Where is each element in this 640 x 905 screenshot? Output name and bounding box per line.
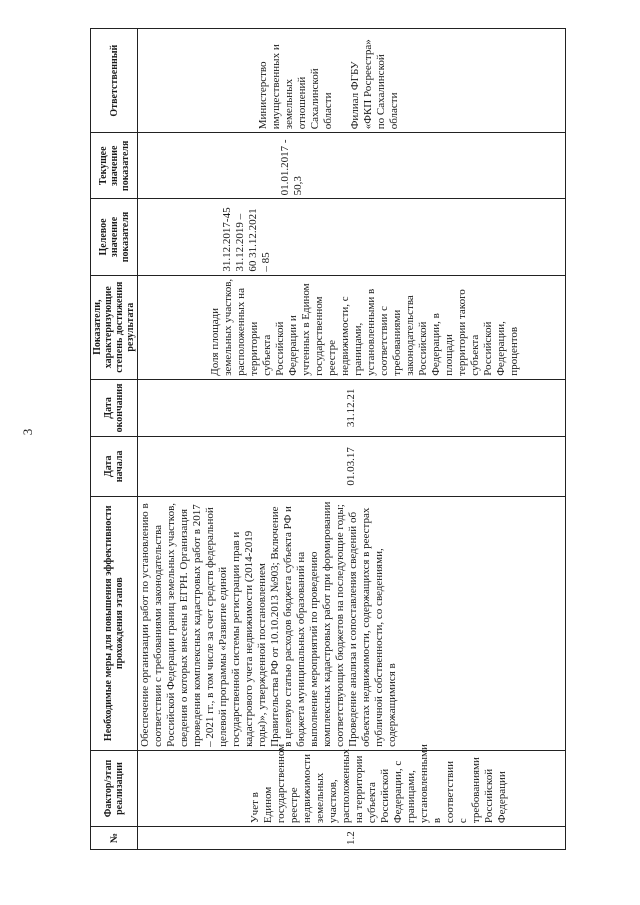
row-factor-cell — [138, 743, 566, 826]
row-factor: Учет в Едином государственном реестре недвижимости земельных участков, расположенных на территории субъекта Российской Федерации, с границами, установленными в соответствии с требованиями Российской Федерации — [249, 743, 508, 824]
row-indicator-cell — [138, 275, 566, 379]
table-row — [138, 29, 566, 850]
table-header-row — [91, 29, 138, 850]
row-num: 1.2 — [138, 827, 566, 850]
row-responsible-ministry: Министерство имущественных и земельных отношений Сахалинской области — [257, 44, 334, 130]
row-responsible-fkp: Филиал ФГБУ «ФКП Росреестра» по Сахалинской области — [349, 39, 400, 130]
header-start: Дата начала — [91, 436, 138, 496]
row-end: 31.12.21 — [138, 379, 566, 436]
measures-table — [90, 28, 566, 850]
header-factor: Фактор/этап реализации — [91, 750, 138, 826]
row-target-cell — [138, 199, 566, 275]
header-responsible: Ответственный — [91, 29, 138, 133]
row-target: 31.12.2017-45 31.12.2019 – 60 31.12.2021 – 85 — [221, 207, 272, 272]
page-number: 3 — [20, 428, 35, 436]
header-current: Текущее значение показателя — [91, 133, 138, 199]
row-current: 01.01.2017 - 50,3 — [279, 139, 304, 196]
row-indicator: Доля площади земельных участков, расположенных на территории субъекта Российской Федерации и учтенных в Едином государственном реестре недвижимости, с границами, установленными в соответствии с требованиями законодательства Российской Федерации, в площади территории такого субъекта Российской Федерации, процентов — [209, 278, 520, 376]
header-target: Целевое значение показателя — [91, 199, 138, 275]
header-end: Дата окончания — [91, 379, 138, 436]
measures-table-rotated — [90, 28, 566, 850]
row-responsible-cell — [138, 29, 566, 133]
row-measures: Обеспечение организации работ по установлению в соответствии с требованиями законодательства Российской Федерации границ земельных участков, сведения о которых внесены в ЕГРН. Организация проведения комплексных кадастровых работ в 2017 – 2021 гг., в том числе за счет средств федеральной целевой программы «Развитие единой государственной системы регистрации прав и кадастрового учета недвижимости (2014-2019 годы)», утвержденной постановлением Правительства РФ от 10.10.2013 №903; Включение в целевую статью расходов бюджета субъекта РФ и бюджета муниципальных образований на выполнение мероприятий по проведению комплексных кадастровых работ при формировании соответствующих бюджетов на последующие годы; Проведение анализа и сопоставления сведений об объектах недвижимости, содержащихся в реестрах публичной собственности, со сведениями, содержащимися в — [138, 496, 566, 750]
header-measures: Необходимые меры для повышения эффективности прохождения этапов — [91, 496, 138, 750]
header-num: № — [91, 827, 138, 850]
row-current-cell — [138, 133, 566, 199]
row-start: 01.03.17 — [138, 436, 566, 496]
header-indicator: Показатели, характеризующие степень достижения результата — [91, 275, 138, 379]
